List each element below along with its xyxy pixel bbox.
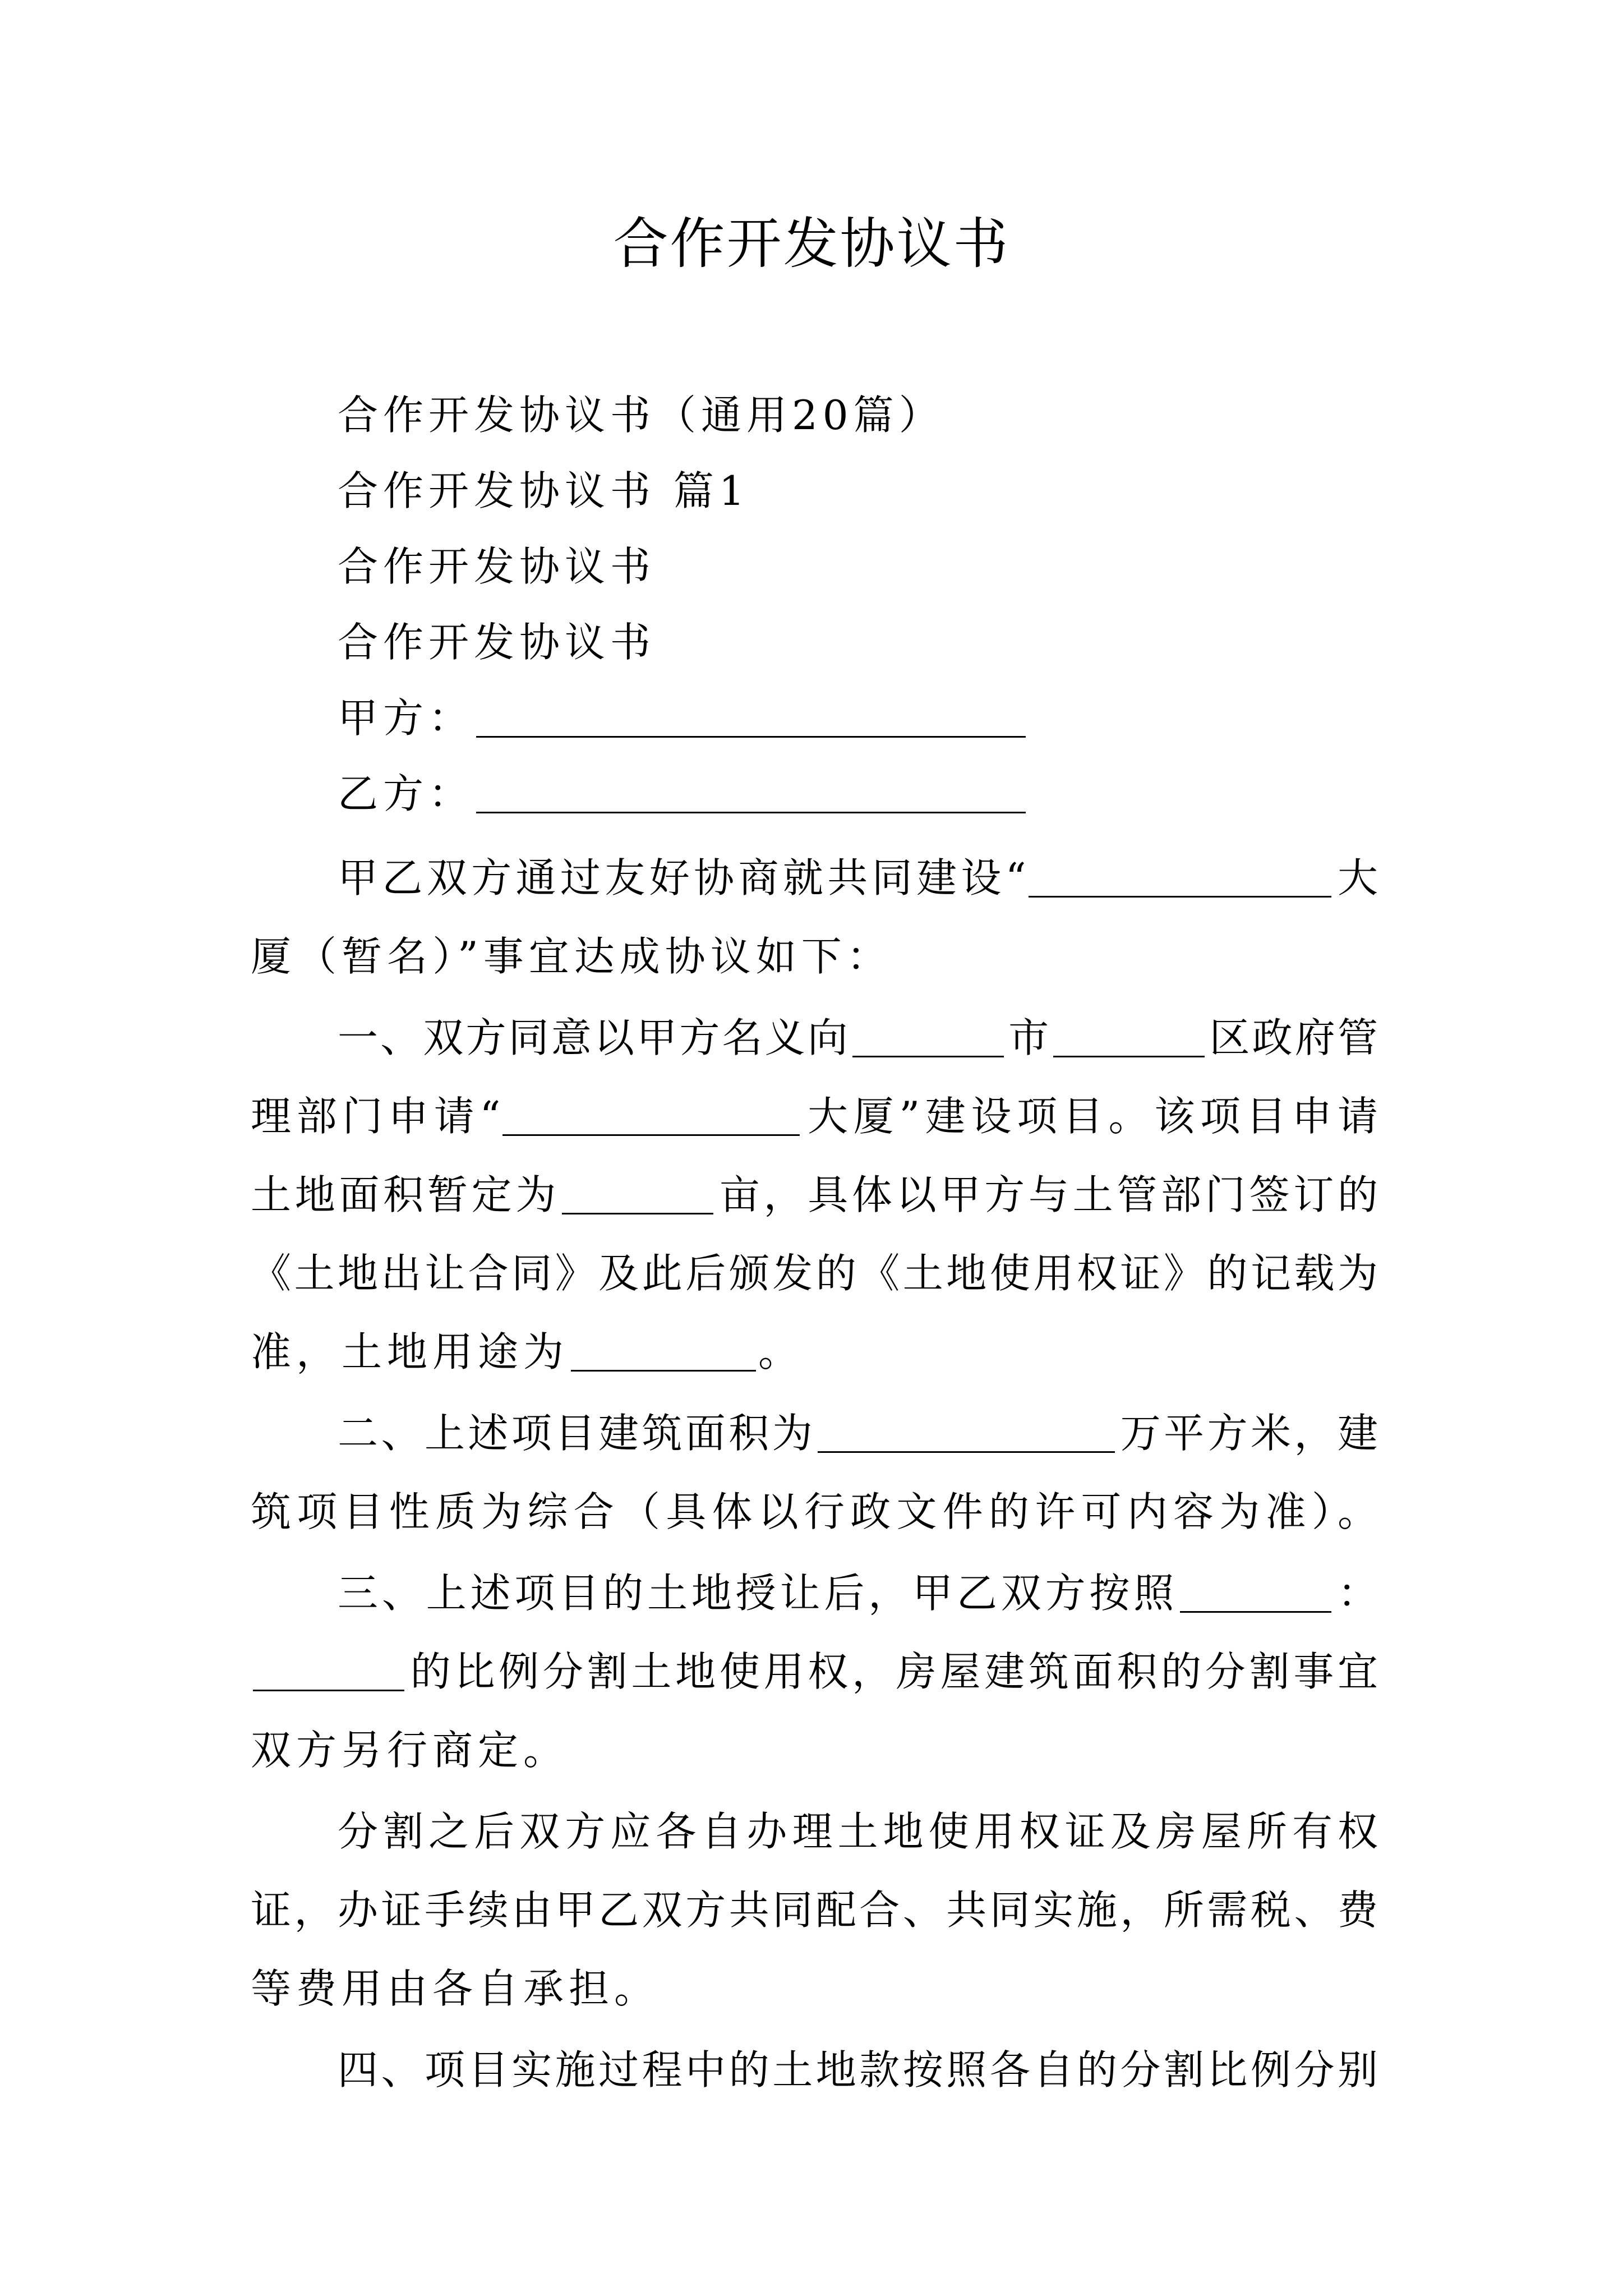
text: 区政府管 [1207, 1014, 1378, 1061]
text: 合作开发协议书 [338, 543, 656, 590]
paragraph-line [251, 928, 1378, 984]
text: 市 [1006, 1014, 1052, 1061]
text: 大 [1333, 854, 1378, 901]
heading-line [338, 539, 1378, 595]
text: 万平方米，建 [1117, 1410, 1378, 1457]
text: 合作开发协议书 [338, 619, 656, 666]
text: 等费用由各自承担。 [251, 1965, 660, 2012]
text: 证，办证手续由甲乙双方共同配合、共同实施，所需税、费 [251, 1887, 1378, 1934]
text: 《土地出让合同》及此后颁发的《土地使用权证》的记载为 [251, 1250, 1378, 1297]
district-blank[interactable] [1053, 1019, 1205, 1057]
city-blank[interactable] [852, 1019, 1004, 1057]
party-b-line [338, 766, 1378, 822]
text: ： [1334, 1570, 1378, 1617]
paragraph-line [251, 1245, 1378, 1301]
text: 理部门申请“ [251, 1093, 501, 1140]
paragraph-line [338, 2042, 1378, 2098]
paragraph-line [338, 1010, 1378, 1066]
text: 准，土地用途为 [251, 1328, 569, 1375]
text: 四、项目实施过程中的土地款按照各自的分割比例分别 [338, 2046, 1378, 2093]
text: 二、上述项目建筑面积为 [338, 1410, 816, 1457]
text: 筑项目性质为综合（具体以行政文件的许可内容为准）。 [251, 1488, 1378, 1535]
party-b-blank[interactable] [476, 775, 1026, 813]
paragraph-line [338, 850, 1378, 906]
text: 一、双方同意以甲方名义向 [338, 1014, 850, 1061]
ratio-b-blank[interactable] [253, 1653, 404, 1691]
building-name-blank[interactable] [1029, 859, 1331, 898]
paragraph-line [251, 1722, 1378, 1778]
text: 亩，具体以甲方与土管部门签订的 [716, 1171, 1378, 1218]
ratio-a-blank[interactable] [1180, 1574, 1331, 1613]
paragraph-line [251, 1961, 1378, 2017]
text: 的比例分割土地使用权，房屋建筑面积的分割事宜 [407, 1648, 1378, 1695]
section-heading [338, 463, 1378, 519]
land-area-blank[interactable] [562, 1176, 713, 1214]
text: 。 [758, 1328, 804, 1375]
text: 厦（暂名）”事宜达成协议如下： [251, 933, 892, 980]
project-name-blank[interactable] [502, 1097, 800, 1136]
paragraph-line [251, 1167, 1378, 1223]
heading-line [338, 614, 1378, 670]
text: 土地面积暂定为 [251, 1171, 560, 1218]
party-a-label: 甲方： [338, 694, 474, 742]
text: 双方另行商定。 [251, 1727, 569, 1774]
text: 大厦”建设项目。该项目申请 [802, 1093, 1378, 1140]
text: 甲乙双方通过友好协商就共同建设“ [338, 854, 1026, 901]
text: 分割之后双方应各自办理土地使用权证及房屋所有权 [338, 1808, 1378, 1855]
paragraph-line [251, 1882, 1378, 1938]
party-a-blank[interactable] [476, 699, 1026, 738]
document-title: 合作开发协议书 [613, 212, 1010, 276]
land-use-blank[interactable] [571, 1333, 756, 1372]
subtitle-line [338, 387, 1378, 443]
text: 合作开发协议书 篇1 [338, 467, 750, 514]
building-area-blank[interactable] [818, 1414, 1115, 1453]
text: 三、上述项目的土地授让后，甲乙双方按照 [338, 1570, 1178, 1617]
paragraph-line [251, 1324, 1378, 1380]
party-b-label: 乙方： [338, 770, 474, 817]
party-a-line [338, 690, 1378, 746]
paragraph-line [251, 1644, 1378, 1700]
text: 合作开发协议书（通用20篇） [338, 392, 944, 439]
paragraph-line [251, 1088, 1378, 1144]
paragraph-line [338, 1565, 1378, 1621]
paragraph-line [338, 1803, 1378, 1860]
paragraph-line [338, 1405, 1378, 1461]
paragraph-line [251, 1484, 1378, 1540]
